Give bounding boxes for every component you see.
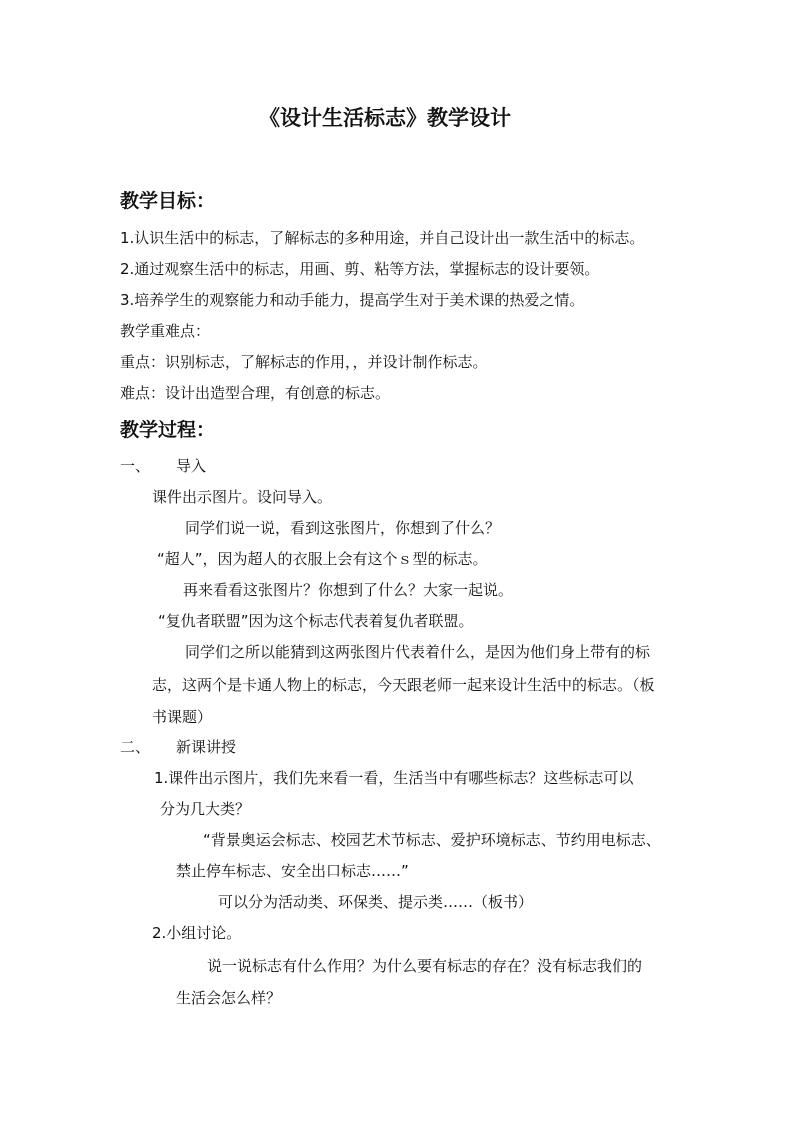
- body-line: “背景奥运会标志、校园艺术节标志、爱护环境标志、节约用电标志、: [203, 831, 661, 849]
- process-heading: 教学过程：: [120, 419, 216, 441]
- objective-item: 1.认识生活中的标志，了解标志的多种用途，并自己设计出一款生活中的标志。: [120, 229, 645, 247]
- body-line: 志，这两个是卡通人物上的标志，今天跟老师一起来设计生活中的标志。（板: [152, 676, 655, 694]
- body-line: 书课题）: [152, 708, 213, 726]
- body-line: 再来看看这张图片？你想到了什么？大家一起说。: [183, 581, 514, 599]
- key-point-text: 重点：识别标志，了解标志的作用，，并设计制作标志。: [120, 353, 488, 371]
- body-line: 同学们说一说，看到这张图片，你想到了什么？: [185, 519, 501, 537]
- section-number: 一、: [120, 457, 151, 475]
- body-line: 课件出示图片。设问导入。: [152, 488, 333, 506]
- difficult-point-text: 难点：设计出造型合理，有创意的标志。: [120, 384, 391, 402]
- body-line: 生活会怎么样？: [176, 989, 282, 1007]
- body-line: 同学们之所以能猜到这两张图片代表着什么，是因为他们身上带有的标: [185, 643, 651, 661]
- document-title: 《设计生活标志》教学设计: [259, 105, 511, 130]
- body-line: “超人”，因为超人的衣服上会有这个ｓ型的标志。: [157, 550, 488, 568]
- key-points-label: 教学重难点：: [120, 322, 211, 340]
- section-title: 导入: [176, 457, 207, 475]
- body-line: “复仇者联盟”因为这个标志代表着复仇者联盟。: [158, 612, 474, 630]
- body-line: 分为几大类？: [160, 800, 251, 818]
- body-line: 禁止停车标志、安全出口标志……”: [176, 862, 409, 880]
- body-line: 1.课件出示图片，我们先来看一看，生活当中有哪些标志？这些标志可以: [154, 769, 634, 787]
- objectives-heading: 教学目标：: [120, 190, 216, 212]
- section-number: 二、: [120, 738, 151, 756]
- body-line: 可以分为活动类、环保类、提示类……（板书）: [218, 893, 534, 911]
- objective-item: 2.通过观察生活中的标志，用画、剪、粘等方法，掌握标志的设计要领。: [120, 260, 600, 278]
- body-line: 2.小组讨论。: [152, 924, 242, 942]
- objective-item: 3.培养学生的观察能力和动手能力，提高学生对于美术课的热爱之情。: [120, 291, 585, 309]
- section-title: 新课讲授: [176, 738, 237, 756]
- body-line: 说一说标志有什么作用？为什么要有标志的存在？没有标志我们的: [207, 957, 643, 975]
